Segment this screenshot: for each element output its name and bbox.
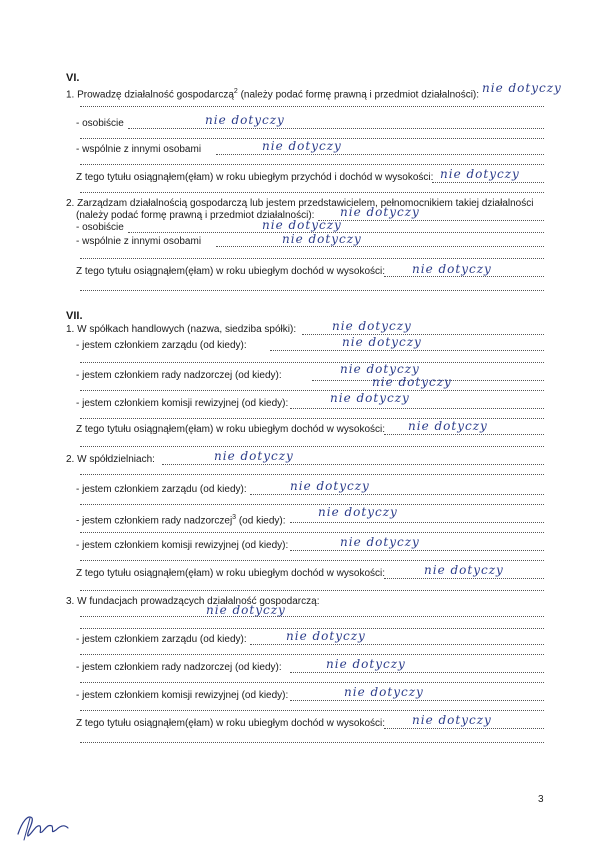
s7-q2-income-dots: [384, 578, 544, 579]
s7-q2-income-answer: nie dotyczy: [424, 563, 504, 577]
s6-q2-line: [80, 258, 544, 259]
s7-q2-komisja-line2: [80, 560, 544, 561]
s7-q3-zarzad-label: - jestem członkiem zarządu (od kiedy):: [76, 634, 247, 645]
s7-q3-income-line2: [80, 742, 544, 743]
s7-q3-answer: nie dotyczy: [206, 603, 286, 617]
s6-q1-label: 1. Prowadzę działalność gospodarczą$^2$ (należy podać formę prawną i przedmiot działalności):: [66, 88, 480, 101]
s7-q2-label: 2. W spółdzielniach:: [66, 454, 155, 465]
s7-q3-rada-line2: [80, 682, 544, 683]
s7-q2-komisja-dots: [290, 550, 544, 551]
s7-q1-rada-label: - jestem członkiem rady nadzorczej (od kiedy):: [76, 370, 282, 381]
s6-q2-income-dots: [384, 276, 544, 277]
s7-q2-rada-line2: [80, 532, 544, 533]
s7-q1-komisja-dots: [290, 408, 544, 409]
s7-q1-dots: [302, 334, 544, 335]
s7-q2-zarzad-answer: nie dotyczy: [290, 479, 370, 493]
s6-q2-line2: (należy podać formę prawną i przedmiot działalności):: [76, 210, 315, 221]
s7-q3-rada-dots: [290, 672, 544, 673]
s7-q1-zarzad-answer: nie dotyczy: [342, 335, 422, 349]
s7-q2-income-label: Z tego tytułu osiągnąłem(ęłam) w roku ubiegłym dochód w wysokości:: [76, 568, 386, 579]
s7-q2-komisja-label: - jestem członkiem komisji rewizyjnej (od kiedy):: [76, 540, 289, 551]
s6-q2-income-label: Z tego tytułu osiągnąłem(ęłam) w roku ubiegłym dochód w wysokości:: [76, 266, 386, 277]
s6-q2-wspolnie-label: - wspólnie z innymi osobami: [76, 236, 202, 247]
s7-q3-komisja-label: - jestem członkiem komisji rewizyjnej (od kiedy):: [76, 690, 289, 701]
s6-q2-dots: [318, 220, 544, 221]
s6-q1-income-label: Z tego tytułu osiągnąłem(ęłam) w roku ubiegłym przychód i dochód w wysokości:: [76, 172, 434, 183]
s7-q2-answer: nie dotyczy: [214, 449, 294, 463]
s7-q3-rada-answer: nie dotyczy: [326, 657, 406, 671]
s7-q1-label: 1. W spółkach handlowych (nazwa, siedziba spółki):: [66, 324, 297, 335]
s7-q1-income-answer: nie dotyczy: [408, 419, 488, 433]
s7-q1-income-label: Z tego tytułu osiągnąłem(ęłam) w roku ubiegłym dochód w wysokości:: [76, 424, 386, 435]
s7-q3-komisja-answer: nie dotyczy: [344, 685, 424, 699]
s6-q2-wspolnie-dots: [216, 246, 544, 247]
s7-q1-zarzad-label: - jestem członkiem zarządu (od kiedy):: [76, 340, 247, 351]
s6-q1-osobiscie-dots: [128, 128, 544, 129]
s7-q3-zarzad-answer: nie dotyczy: [286, 629, 366, 643]
s7-q1-income-dots: [384, 434, 544, 435]
s7-q3-komisja-line2: [80, 710, 544, 711]
s6-q1-wspolnie-label: - wspólnie z innymi osobami: [76, 144, 202, 155]
s7-q1-komisja-answer: nie dotyczy: [330, 391, 410, 405]
s6-q1-wspolnie-answer: nie dotyczy: [262, 139, 342, 153]
s6-q2-income-line2: [80, 290, 544, 291]
s7-q3-rada-label: - jestem członkiem rady nadzorczej (od kiedy):: [76, 662, 282, 673]
s7-q2-zarzad-line2: [80, 504, 544, 505]
section-vii-heading: VII.: [66, 310, 83, 322]
s7-q1-zarzad-line2: [80, 362, 544, 363]
s6-q2-osobiscie-label: - osobiście: [76, 222, 124, 233]
s6-q1-osobiscie-answer: nie dotyczy: [205, 113, 285, 127]
s7-q1-rada-answer: nie dotyczy: [340, 362, 420, 376]
s7-q3-line: [80, 616, 544, 617]
s6-q1-line: [80, 106, 544, 107]
s7-q2-line2: [80, 474, 544, 475]
s7-q2-zarzad-label: - jestem członkiem zarządu (od kiedy):: [76, 484, 247, 495]
s7-q3-zarzad-line2: [80, 654, 544, 655]
s6-q1-income-dots: [432, 182, 544, 183]
s7-q3-income-label: Z tego tytułu osiągnąłem(ęłam) w roku ubiegłym dochód w wysokości:: [76, 718, 386, 729]
s7-q1-komisja-label: - jestem członkiem komisji rewizyjnej (od kiedy):: [76, 398, 289, 409]
s7-q2-income-line2: [80, 590, 544, 591]
s7-q3-zarzad-dots: [250, 644, 544, 645]
s7-q2-rada-answer: nie dotyczy: [318, 505, 398, 519]
s7-q1-income-line2: [80, 446, 544, 447]
page-number: 3: [538, 794, 544, 805]
s6-q2-wspolnie-answer: nie dotyczy: [282, 232, 362, 246]
s6-q1-osobiscie-label: - osobiście: [76, 118, 124, 129]
initials-signature: [14, 804, 74, 844]
s6-q2-income-answer: nie dotyczy: [412, 262, 492, 276]
s7-q2-zarzad-dots: [250, 494, 544, 495]
s7-q1-rada-answer-2: nie dotyczy: [372, 375, 452, 389]
s7-q2-dots: [162, 464, 544, 465]
s7-q3-komisja-dots: [290, 700, 544, 701]
s6-q2-line1: 2. Zarządzam działalnością gospodarczą lub jestem przedstawicielem, pełnomocnikiem takiej działalności: [66, 198, 534, 209]
section-vi-heading: VI.: [66, 72, 80, 84]
s6-q2-osobiscie-answer: nie dotyczy: [262, 218, 342, 232]
s7-q3-income-dots: [384, 728, 544, 729]
s7-q3-income-answer: nie dotyczy: [412, 713, 492, 727]
s7-q1-answer: nie dotyczy: [332, 319, 412, 333]
s7-q2-rada-label: - jestem członkiem rady nadzorczej$^3$ (od kiedy):: [76, 514, 286, 527]
s6-q1-wspolnie-line2: [80, 164, 544, 165]
s7-q3-label: 3. W fundacjach prowadzących działalność gospodarczą:: [66, 596, 320, 607]
s6-q1-income-answer: nie dotyczy: [440, 167, 520, 181]
s6-q2-answer: nie dotyczy: [340, 205, 420, 219]
s6-q1-answer: nie dotyczy: [482, 81, 562, 95]
s7-q1-rada-line2: [80, 390, 544, 391]
s6-q1-income-line2: [80, 192, 544, 193]
s7-q1-zarzad-dots: [270, 350, 544, 351]
s6-q1-wspolnie-dots: [216, 154, 544, 155]
s7-q2-komisja-answer: nie dotyczy: [340, 535, 420, 549]
s7-q2-rada-dots: [290, 522, 544, 523]
